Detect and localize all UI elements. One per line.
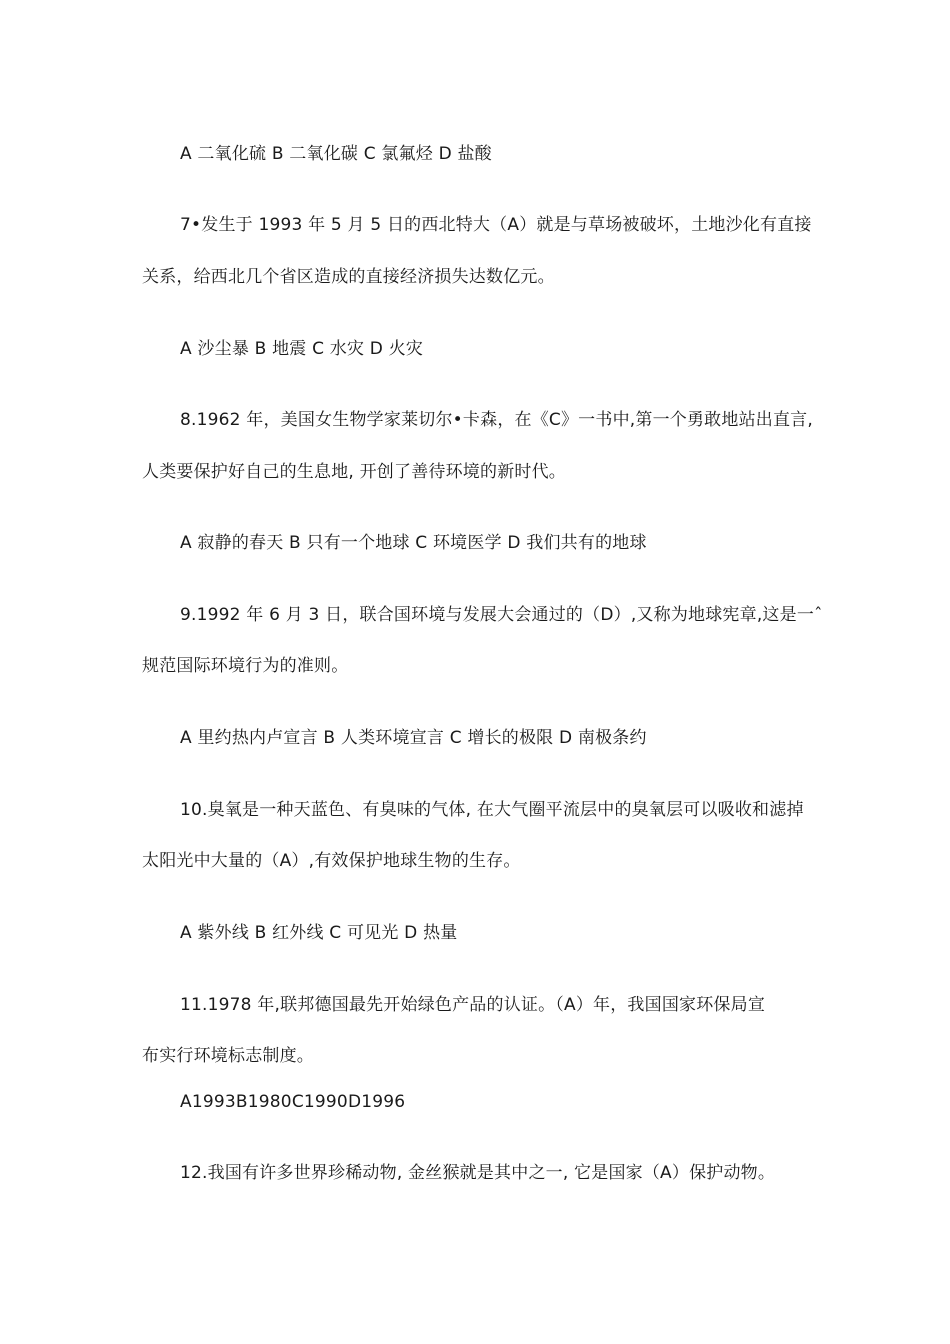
q7-options: A 沙尘暴 B 地震 C 水灾 D 火灾 — [180, 339, 424, 359]
q10-question-line-2: 太阳光中大量的（A）,有效保护地球生物的生存。 — [142, 851, 521, 871]
q8-question-line-2: 人类要保护好自己的生息地, 开创了善待环境的新时代。 — [142, 462, 567, 482]
q11-question-line-1: 11.1978 年,联邦德国最先开始绿色产品的认证。（A）年，我国国家环保局宣 — [180, 995, 766, 1015]
q9-options: A 里约热内卢宣言 B 人类环境宣言 C 增长的极限 D 南极条约 — [180, 728, 647, 748]
q7-question-line-1: 7•发生于 1993 年 5 月 5 日的西北特大（A）就是与草场被破坏，土地沙化有直接 — [180, 215, 812, 235]
q9-question-line-1: 9.1992 年 6 月 3 日，联合国环境与发展大会通过的（D）,又称为地球宪章,这是一ˆ — [180, 605, 823, 625]
q10-question-line-1: 10.臭氧是一种天蓝色、有臭味的气体, 在大气圈平流层中的臭氧层可以吸收和滤掉 — [180, 800, 804, 820]
q8-options: A 寂静的春天 B 只有一个地球 C 环境医学 D 我们共有的地球 — [180, 533, 647, 553]
q7-question-line-2: 关系，给西北几个省区造成的直接经济损失达数亿元。 — [142, 267, 555, 287]
q9-question-line-2: 规范国际环境行为的准则。 — [142, 656, 349, 676]
q10-options: A 紫外线 B 红外线 C 可见光 D 热量 — [180, 923, 458, 943]
q11-question-line-2: 布实行环境标志制度。 — [142, 1046, 314, 1066]
q8-question-line-1: 8.1962 年，美国女生物学家莱切尔•卡森，在《C》一书中,第一个勇敢地站出直言, — [180, 410, 813, 430]
q11-options: A1993B1980C1990D1996 — [180, 1092, 406, 1112]
q6-options: A 二氧化硫 B 二氧化碳 C 氯氟烃 D 盐酸 — [180, 144, 492, 164]
q12-question-line-1: 12.我国有许多世界珍稀动物, 金丝猴就是其中之一, 它是国家（A）保护动物。 — [180, 1163, 776, 1183]
